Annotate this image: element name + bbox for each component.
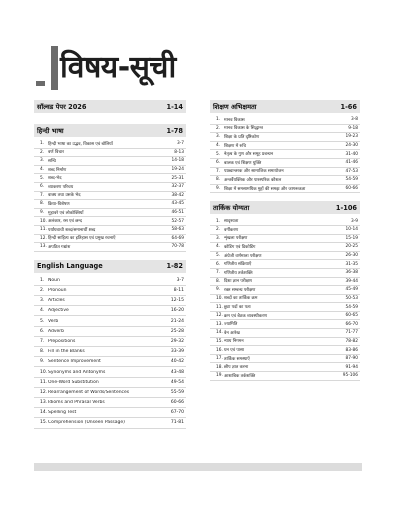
item-number: 2.: [216, 125, 221, 131]
list-item[interactable]: [210, 252, 360, 261]
item-number: 5.: [216, 151, 221, 157]
item-title: वर्ण विचार: [48, 150, 64, 156]
item-title: Rearrangement of Words/Sentences: [48, 389, 130, 395]
item-number: 16.: [216, 347, 223, 353]
item-title: न्याय निगमन: [224, 339, 244, 345]
list-item[interactable]: [34, 286, 186, 296]
list-item[interactable]: [210, 303, 360, 312]
item-title: शिक्षा के प्रति दृष्टिकोण: [224, 134, 260, 140]
item-title: क्रम एवं बैठक व्यवस्थीकरण: [224, 313, 267, 319]
list-item[interactable]: [34, 367, 186, 377]
list-item[interactable]: [210, 372, 360, 381]
item-number: 14.: [216, 330, 223, 336]
list-item[interactable]: [210, 116, 360, 125]
item-number: 18.: [216, 364, 223, 370]
item-title: वेन आरेख: [224, 330, 240, 336]
item-pages: 60-66: [170, 400, 184, 406]
item-number: 3.: [40, 298, 45, 304]
title-bar-decoration: [51, 46, 58, 90]
section-label: तार्किक योग्यता: [213, 204, 250, 213]
item-number: 6.: [216, 160, 221, 166]
list-item[interactable]: [210, 363, 360, 372]
item-number: 9.: [216, 186, 221, 192]
list-item[interactable]: [34, 296, 186, 306]
item-pages: 31-40: [345, 151, 358, 157]
list-item[interactable]: [34, 316, 186, 326]
item-title: शब्द निर्माण: [48, 167, 67, 173]
item-pages: 52-57: [171, 218, 184, 224]
item-title: क्रिया-विशेषण: [48, 201, 70, 207]
item-title: Adverb: [48, 328, 64, 334]
item-pages: 12-15: [170, 298, 184, 304]
item-number: 9.: [40, 359, 45, 365]
item-title: सन्धि: [48, 158, 56, 164]
section-pages: 1-106: [335, 203, 357, 212]
item-pages: 43-45: [171, 201, 184, 207]
item-title: Prepositions: [48, 338, 76, 344]
item-title: छीप ज्ञात करना: [224, 365, 249, 371]
list-item[interactable]: [34, 408, 186, 418]
item-pages: 55-59: [170, 389, 184, 395]
item-number: 4.: [216, 143, 221, 149]
list-item[interactable]: [34, 183, 186, 192]
item-number: 12.: [216, 313, 223, 319]
item-pages: 19-23: [345, 134, 358, 140]
item-title: अपठित गद्यांश: [48, 244, 71, 250]
item-number: 15.: [40, 420, 48, 426]
item-number: 1.: [40, 277, 45, 283]
item-title: अलंकार, रस एवं छन्द: [48, 219, 82, 225]
list-item[interactable]: [34, 347, 186, 357]
item-number: 8.: [40, 201, 45, 207]
list-item[interactable]: [34, 157, 186, 166]
item-pages: 20-25: [345, 244, 358, 250]
item-title: घन एवं पासा: [224, 348, 244, 354]
section-english[interactable]: [34, 260, 186, 273]
list-item[interactable]: [34, 388, 186, 398]
item-number: 2.: [40, 288, 45, 293]
item-number: 8.: [40, 349, 45, 355]
item-number: 9.: [40, 210, 45, 216]
item-title: वाक्य तथा उसके भेद: [48, 193, 81, 199]
list-item[interactable]: [34, 235, 186, 244]
list-item[interactable]: [34, 378, 186, 388]
item-pages: 36-38: [345, 270, 358, 276]
english-topic-list: [34, 276, 186, 429]
list-item[interactable]: [34, 166, 186, 175]
item-title: Adjective: [48, 308, 69, 314]
item-pages: 31-35: [345, 261, 358, 267]
item-title: हिन्दी साहित्य का इतिहास एवं प्रमुख रचनाएँ: [48, 236, 116, 242]
item-pages: 67-70: [170, 410, 184, 416]
item-title: गणितीय तर्कशक्ति: [224, 270, 253, 276]
item-pages: 25-31: [171, 175, 184, 181]
item-pages: 3-9: [350, 218, 358, 224]
item-number: 4.: [216, 244, 221, 250]
item-number: 8.: [216, 278, 221, 284]
list-item[interactable]: [210, 243, 360, 252]
list-item[interactable]: [34, 192, 186, 201]
item-title: तार्किक समस्याएँ: [224, 356, 250, 362]
item-pages: 25-28: [170, 328, 184, 334]
item-pages: 9-18: [348, 125, 358, 131]
list-item[interactable]: [210, 278, 360, 287]
item-pages: 54-59: [345, 304, 358, 310]
section-label: हिन्दी भाषा: [37, 127, 64, 135]
section-label: शिक्षण अभिक्षमता: [213, 103, 257, 111]
title-dash-decoration: [36, 81, 45, 86]
list-item[interactable]: [34, 200, 186, 209]
list-item[interactable]: [34, 149, 186, 158]
item-title: Noun: [48, 277, 60, 283]
item-number: 3.: [40, 158, 45, 164]
list-item[interactable]: [34, 337, 186, 347]
item-number: 3.: [216, 134, 221, 140]
item-title: मानव विकास के सिद्धान्त: [224, 126, 264, 132]
item-pages: 38-42: [171, 192, 184, 198]
item-number: 17.: [216, 356, 223, 362]
item-title: शब्द-भेद: [48, 176, 62, 182]
item-number: 12.: [40, 235, 47, 241]
item-number: 5.: [40, 318, 45, 324]
item-pages: 10-14: [345, 227, 358, 233]
section-label: English Language: [37, 262, 103, 271]
item-title: आशाबिक तर्कशक्ति: [224, 373, 256, 379]
title-text: विषय-सूची: [60, 50, 176, 85]
item-pages: 71-81: [170, 420, 184, 426]
item-pages: 47-53: [345, 168, 358, 174]
section-solved-paper[interactable]: [34, 100, 186, 113]
list-item[interactable]: [210, 320, 360, 329]
item-pages: 49-54: [170, 379, 184, 385]
item-title: Verb: [48, 318, 59, 324]
item-number: 15.: [216, 338, 223, 344]
item-number: 4.: [40, 167, 45, 173]
item-pages: 26-30: [345, 253, 358, 259]
item-number: 2.: [40, 149, 45, 155]
item-number: 13.: [40, 400, 48, 406]
list-item[interactable]: [210, 150, 360, 159]
item-pages: 70-78: [171, 244, 184, 250]
list-item[interactable]: [34, 217, 186, 226]
list-item[interactable]: [34, 398, 186, 408]
item-pages: 41-46: [345, 160, 358, 166]
item-number: 8.: [216, 177, 221, 183]
list-item[interactable]: [210, 176, 360, 185]
item-number: 14.: [40, 410, 48, 416]
item-pages: 46-51: [171, 210, 184, 216]
list-item[interactable]: [210, 185, 360, 194]
item-title: व्याकरण परिचय: [48, 184, 74, 190]
item-number: 2.: [216, 227, 221, 233]
list-item[interactable]: [34, 243, 186, 252]
item-title: रक्त सम्बन्ध परीक्षण: [224, 287, 256, 293]
hindi-topic-list: [34, 140, 186, 252]
item-number: 19.: [216, 373, 223, 379]
item-title: Synonyms and Antonyms: [48, 369, 106, 375]
item-title: हिन्दी भाषा का उद्भव, विकास एवं बोलियाँ: [48, 141, 113, 147]
item-pages: 39-44: [345, 278, 358, 284]
section-pages: 1-82: [166, 262, 183, 271]
list-item[interactable]: [34, 418, 186, 428]
section-pages: 1-14: [166, 102, 183, 111]
pedagogy-topic-list: [210, 116, 360, 193]
item-pages: 83-86: [345, 347, 358, 353]
right-column: [210, 100, 360, 381]
section-pages: 1-78: [166, 126, 183, 135]
item-pages: 3-7: [176, 277, 184, 283]
item-title: छुटा पदों का पता: [224, 305, 251, 311]
item-title: सादृश्यता: [224, 219, 239, 225]
item-title: दिशा ज्ञान परीक्षण: [224, 279, 252, 285]
item-title: Sentence Improvement: [48, 359, 101, 365]
item-title: ज्यामिति: [224, 322, 238, 328]
item-number: 1.: [216, 218, 221, 224]
list-item[interactable]: [34, 140, 186, 149]
item-number: 7.: [216, 270, 221, 276]
item-title: शृंखला परीक्षण: [224, 236, 248, 242]
item-number: 5.: [40, 175, 45, 181]
item-pages: 60-66: [345, 186, 358, 192]
item-pages: 40-42: [170, 359, 184, 365]
item-pages: 50-53: [345, 295, 358, 301]
item-title: शिक्षा में समसामयिक मुद्दों की समझ और जागरूकता: [224, 186, 306, 192]
item-pages: 43-48: [170, 369, 184, 375]
item-number: 13.: [216, 321, 223, 327]
section-label: सॉल्वड पेपर 2026: [37, 103, 87, 111]
item-pages: 45-49: [345, 287, 358, 293]
item-title: Articles: [48, 298, 65, 304]
list-item[interactable]: [34, 327, 186, 337]
list-item[interactable]: [34, 174, 186, 183]
item-number: 9.: [216, 287, 221, 293]
item-title: गणितीय संक्रियाएँ: [224, 262, 252, 268]
item-title: मानव विकास: [224, 117, 245, 123]
item-title: Pronoun: [48, 288, 67, 293]
item-number: 1.: [216, 117, 221, 123]
list-item[interactable]: [210, 125, 360, 134]
item-title: अन्तर्वैयक्तिक और पारस्परिक कौशल: [224, 177, 282, 183]
item-pages: 19-24: [171, 167, 184, 173]
list-item[interactable]: [210, 346, 360, 355]
list-item[interactable]: [210, 133, 360, 142]
item-pages: 3-7: [176, 141, 184, 147]
list-item[interactable]: [210, 260, 360, 269]
item-pages: 24-30: [345, 143, 358, 149]
item-number: 6.: [40, 328, 45, 334]
item-pages: 71-77: [345, 330, 358, 336]
item-number: 11.: [216, 304, 223, 310]
list-item[interactable]: [210, 226, 360, 235]
item-pages: 64-69: [171, 235, 184, 241]
item-number: 6.: [216, 261, 221, 267]
item-title: मुहावरे एवं लोकोक्तियाँ: [48, 210, 84, 216]
section-reasoning[interactable]: [210, 201, 360, 214]
list-item[interactable]: [210, 142, 360, 151]
item-title: One-Word Substitution: [48, 379, 99, 385]
item-pages: 33-39: [170, 349, 184, 355]
item-pages: 8-11: [173, 288, 184, 293]
item-number: 13.: [40, 244, 47, 250]
item-title: वर्गीकरण: [224, 227, 239, 233]
footer-bar: [34, 463, 362, 471]
item-pages: 60-65: [345, 313, 358, 319]
item-title: नेतृत्व के गुण और समूह प्रबन्धन: [224, 152, 274, 158]
item-title: Comprehension (Unseen Passage): [48, 420, 125, 426]
list-item[interactable]: [210, 269, 360, 278]
list-item[interactable]: [210, 295, 360, 304]
item-title: कोडिंग एवं डिकोडिंग: [224, 244, 256, 250]
list-item[interactable]: [34, 276, 186, 286]
item-pages: 58-63: [171, 227, 184, 233]
item-title: अंग्रेजी वर्णमाला परीक्षण: [224, 253, 262, 259]
list-item[interactable]: [210, 338, 360, 347]
item-number: 11.: [40, 379, 48, 385]
item-number: 10.: [40, 218, 47, 224]
item-pages: 54-59: [345, 177, 358, 183]
item-title: Spelling Test: [48, 410, 77, 416]
item-pages: 14-18: [171, 158, 184, 164]
item-pages: 95-106: [342, 373, 358, 379]
list-item[interactable]: [210, 235, 360, 244]
item-number: 7.: [40, 192, 45, 198]
reasoning-topic-list: [210, 217, 360, 380]
item-number: 10.: [216, 295, 223, 301]
list-item[interactable]: [210, 159, 360, 168]
item-number: 7.: [40, 338, 45, 344]
item-title: Idioms and Phrasal Verbs: [48, 400, 105, 406]
section-pages: 1-66: [340, 102, 357, 111]
section-pedagogy[interactable]: [210, 100, 360, 113]
list-item[interactable]: [34, 226, 186, 235]
item-title: पर्यायवाची शब्द/समानार्थी शब्द: [48, 227, 96, 233]
left-column: [34, 100, 186, 429]
item-number: 4.: [40, 308, 45, 314]
item-pages: 87-90: [345, 356, 358, 362]
item-number: 6.: [40, 184, 45, 190]
item-number: 11.: [40, 227, 47, 233]
item-pages: 3-8: [350, 117, 358, 123]
list-item[interactable]: [210, 168, 360, 177]
list-item[interactable]: [34, 357, 186, 367]
item-number: 12.: [40, 389, 48, 395]
item-number: 5.: [216, 253, 221, 259]
list-item[interactable]: [210, 312, 360, 321]
item-number: 10.: [40, 369, 48, 375]
item-title: शिक्षण में रुचि: [224, 143, 246, 149]
page-title: [36, 40, 176, 90]
item-title: बालक एवं शिक्षण युक्ति: [224, 160, 262, 166]
item-title: शब्दों का तार्किक क्रम: [224, 296, 258, 302]
section-hindi[interactable]: [34, 124, 186, 137]
list-item[interactable]: [34, 306, 186, 316]
item-number: 7.: [216, 168, 221, 174]
item-pages: 8-13: [174, 149, 184, 155]
item-pages: 91-94: [345, 364, 358, 370]
list-item[interactable]: [210, 329, 360, 338]
item-pages: 16-20: [170, 308, 184, 314]
item-number: 1.: [40, 141, 45, 147]
item-pages: 21-24: [170, 318, 184, 324]
item-pages: 15-19: [345, 235, 358, 241]
item-number: 3.: [216, 235, 221, 241]
list-item[interactable]: [34, 209, 186, 218]
item-pages: 78-82: [345, 338, 358, 344]
list-item[interactable]: [210, 355, 360, 364]
list-item[interactable]: [210, 286, 360, 295]
list-item[interactable]: [210, 217, 360, 226]
item-title: Fill in the Blanks: [48, 349, 85, 355]
item-pages: 32-37: [171, 184, 184, 190]
item-pages: 66-70: [345, 321, 358, 327]
item-pages: 29-32: [170, 338, 184, 344]
item-title: पाठ्यान्तरक और सामाजिक समायोजन: [224, 169, 284, 175]
